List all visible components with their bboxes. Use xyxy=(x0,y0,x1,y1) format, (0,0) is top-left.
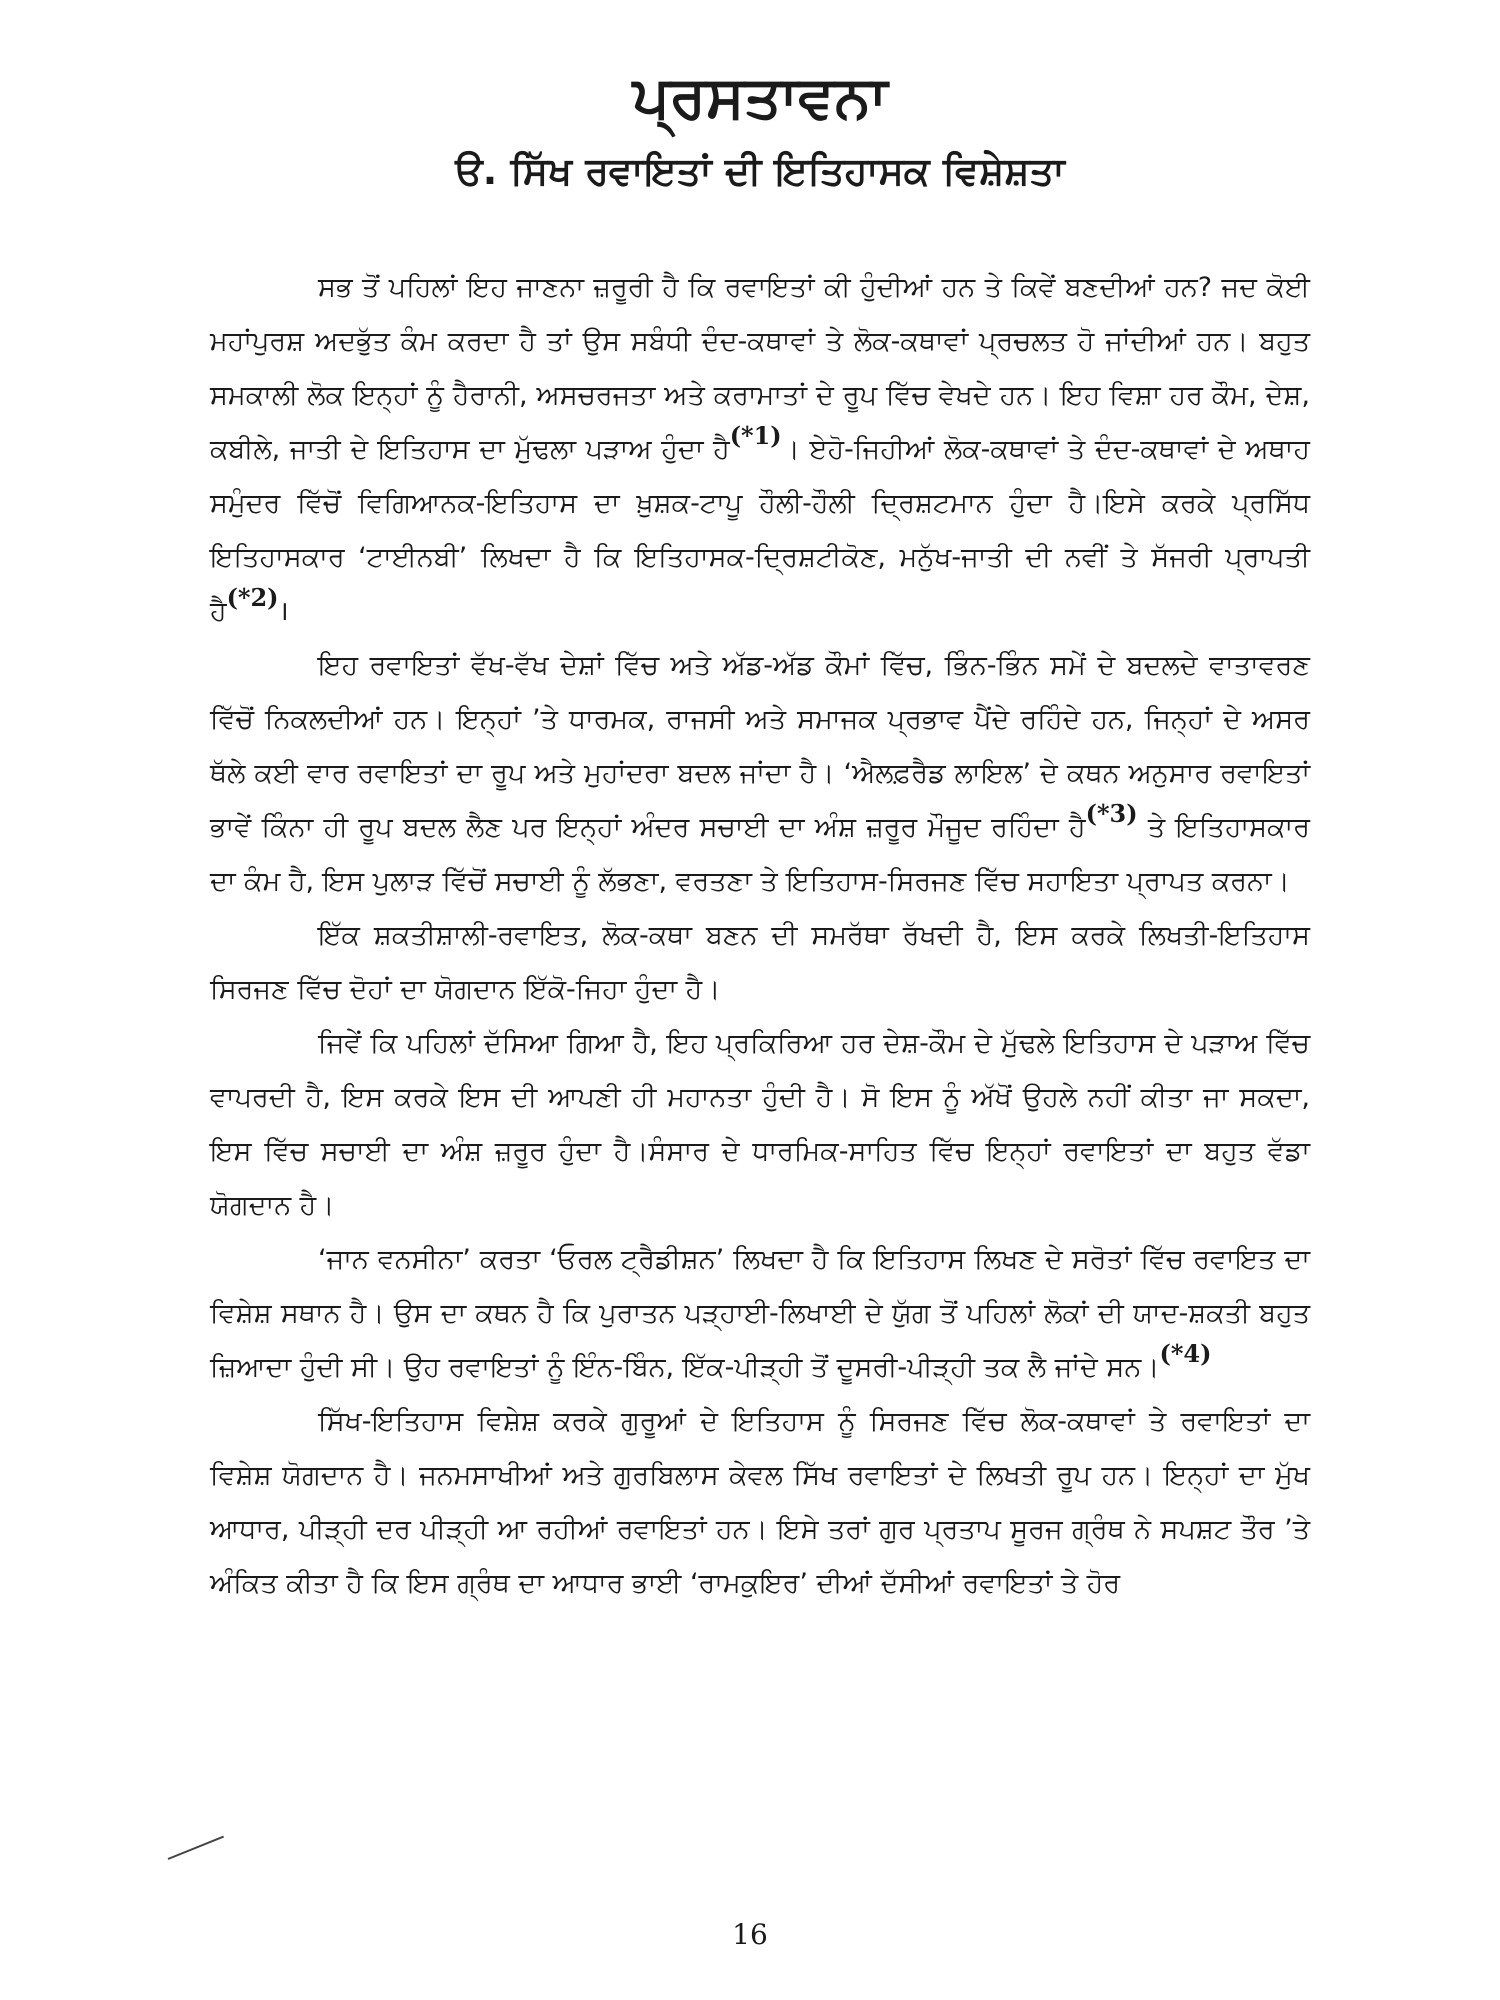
paragraph-6 xyxy=(210,1395,1310,1611)
paragraph-3 xyxy=(210,909,1310,1017)
footnote-ref-4: (*4) xyxy=(1159,1338,1212,1368)
paragraph-text: ਸਭ ਤੋਂ ਪਹਿਲਾਂ ਇਹ ਜਾਣਨਾ ਜ਼ਰੂਰੀ ਹੈ ਕਿ ਰਵਾਇਤਾਂ ਕੀ ਹੁੰਦੀਆਂ ਹਨ ਤੇ ਕਿਵੇਂ ਬਣਦੀਆਂ ਹਨ? ਜਦ ਕੋਈ ਮਹਾਂਪੁਰਸ਼ ਅਦਭੁੱਤ ਕੰਮ ਕਰਦਾ ਹੈ ਤਾਂ ਉਸ ਸਬੰਧੀ ਦੰਦ-ਕਥਾਵਾਂ ਤੇ ਲੋਕ-ਕਥਾਵਾਂ ਪ੍ਰਚਲਤ ਹੋ ਜਾਂਦੀਆਂ ਹਨ। ਬਹੁਤ ਸਮਕਾਲੀ ਲੋਕ ਇਨ੍ਹਾਂ ਨੂੰ ਹੈਰਾਨੀ, ਅਸਚਰਜਤਾ ਅਤੇ ਕਰਾਮਾਤਾਂ ਦੇ ਰੂਪ ਵਿੱਚ ਵੇਖਦੇ ਹਨ। ਇਹ ਵਿਸ਼ਾ ਹਰ ਕੌਮ, ਦੇਸ਼, ਕਬੀਲੇ, ਜਾਤੀ ਦੇ ਇਤਿਹਾਸ ਦਾ ਮੁੱਢਲਾ ਪੜਾਅ ਹੁੰਦਾ ਹੈ xyxy=(210,271,1310,465)
paragraph-text: । xyxy=(278,595,289,627)
footnote-ref-2: (*2) xyxy=(226,582,279,612)
page-title: ਪ੍ਰਸਤਾਵਨਾ xyxy=(632,63,888,131)
paragraph-4 xyxy=(210,1017,1310,1233)
body-text xyxy=(210,261,1310,1611)
paragraph-text: ਜਿਵੇਂ ਕਿ ਪਹਿਲਾਂ ਦੱਸਿਆ ਗਿਆ ਹੈ, ਇਹ ਪ੍ਰਕਿਰਿਆ ਹਰ ਦੇਸ਼-ਕੌਮ ਦੇ ਮੁੱਢਲੇ ਇਤਿਹਾਸ ਦੇ ਪੜਾਅ ਵਿੱਚ ਵਾਪਰਦੀ ਹੈ, ਇਸ ਕਰਕੇ ਇਸ ਦੀ ਆਪਣੀ ਹੀ ਮਹਾਨਤਾ ਹੁੰਦੀ ਹੈ। ਸੋ ਇਸ ਨੂੰ ਅੱਖੋਂ ਉਹਲੇ ਨਹੀਂ ਕੀਤਾ ਜਾ ਸਕਦਾ, ਇਸ ਵਿੱਚ ਸਚਾਈ ਦਾ ਅੰਸ਼ ਜ਼ਰੂਰ ਹੁੰਦਾ ਹੈ।ਸੰਸਾਰ ਦੇ ਧਾਰਮਿਕ-ਸਾਹਿਤ ਵਿੱਚ ਇਨ੍ਹਾਂ ਰਵਾਇਤਾਂ ਦਾ ਬਹੁਤ ਵੱਡਾ ਯੋਗਦਾਨ ਹੈ। xyxy=(210,1027,1310,1221)
pen-mark xyxy=(168,1836,224,1860)
footnote-ref-3: (*3) xyxy=(1085,798,1138,828)
paragraph-text: ਇਹ ਰਵਾਇਤਾਂ ਵੱਖ-ਵੱਖ ਦੇਸ਼ਾਂ ਵਿੱਚ ਅਤੇ ਅੱਡ-ਅੱਡ ਕੌਮਾਂ ਵਿੱਚ, ਭਿੰਨ-ਭਿੰਨ ਸਮੇਂ ਦੇ ਬਦਲਦੇ ਵਾਤਾਵਰਣ ਵਿੱਚੋਂ ਨਿਕਲਦੀਆਂ ਹਨ। ਇਨ੍ਹਾਂ ’ਤੇ ਧਾਰਮਕ, ਰਾਜਸੀ ਅਤੇ ਸਮਾਜਕ ਪ੍ਰਭਾਵ ਪੈਂਦੇ ਰਹਿੰਦੇ ਹਨ, ਜਿਨ੍ਹਾਂ ਦੇ ਅਸਰ ਥੱਲੇ ਕਈ ਵਾਰ ਰਵਾਇਤਾਂ ਦਾ ਰੂਪ ਅਤੇ ਮੁਹਾਂਦਰਾ ਬਦਲ ਜਾਂਦਾ ਹੈ। ‘ਐਲਫ਼ਰੈਡ ਲਾਇਲ’ ਦੇ ਕਥਨ ਅਨੁਸਾਰ ਰਵਾਇਤਾਂ ਭਾਵੇਂ ਕਿੰਨਾ ਹੀ ਰੂਪ ਬਦਲ ਲੈਣ ਪਰ ਇਨ੍ਹਾਂ ਅੰਦਰ ਸਚਾਈ ਦਾ ਅੰਸ਼ ਜ਼ਰੂਰ ਮੌਜੂਦ ਰਹਿੰਦਾ ਹੈ xyxy=(210,649,1310,843)
section-subtitle: ੳ. ਸਿੱਖ ਰਵਾਇਤਾਂ ਦੀ ਇਤਿਹਾਸਕ ਵਿਸ਼ੇਸ਼ਤਾ xyxy=(455,149,1065,194)
page-number: 16 xyxy=(732,1918,768,1951)
footnote-ref-1: (*1) xyxy=(729,420,782,450)
paragraph-5 xyxy=(210,1233,1310,1395)
paragraph-text: ਸਿੱਖ-ਇਤਿਹਾਸ ਵਿਸ਼ੇਸ਼ ਕਰਕੇ ਗੁਰੂਆਂ ਦੇ ਇਤਿਹਾਸ ਨੂੰ ਸਿਰਜਣ ਵਿੱਚ ਲੋਕ-ਕਥਾਵਾਂ ਤੇ ਰਵਾਇਤਾਂ ਦਾ ਵਿਸ਼ੇਸ਼ ਯੋਗਦਾਨ ਹੈ। ਜਨਮਸਾਖੀਆਂ ਅਤੇ ਗੁਰਬਿਲਾਸ ਕੇਵਲ ਸਿੱਖ ਰਵਾਇਤਾਂ ਦੇ ਲਿਖਤੀ ਰੂਪ ਹਨ। ਇਨ੍ਹਾਂ ਦਾ ਮੁੱਖ ਆਧਾਰ, ਪੀੜ੍ਹੀ ਦਰ ਪੀੜ੍ਹੀ ਆ ਰਹੀਆਂ ਰਵਾਇਤਾਂ ਹਨ। ਇਸੇ ਤਰਾਂ ਗੁਰ ਪ੍ਰਤਾਪ ਸੂਰਜ ਗ੍ਰੰਥ ਨੇ ਸਪਸ਼ਟ ਤੌਰ ’ਤੇ ਅੰਕਿਤ ਕੀਤਾ ਹੈ ਕਿ ਇਸ ਗ੍ਰੰਥ ਦਾ ਆਧਾਰ ਭਾਈ ‘ਰਾਮਕੁਇਰ’ ਦੀਆਂ ਦੱਸੀਆਂ ਰਵਾਇਤਾਂ ਤੇ ਹੋਰ xyxy=(210,1405,1310,1599)
paragraph-text: ਤੇ ਇਤਿਹਾਸਕਾਰ ਦਾ ਕੰਮ ਹੈ, ਇਸ ਪੁਲਾੜ ਵਿੱਚੋਂ ਸਚਾਈ ਨੂੰ ਲੱਭਣਾ, ਵਰਤਣਾ ਤੇ ਇਤਿਹਾਸ-ਸਿਰਜਣ ਵਿੱਚ ਸਹਾਇਤਾ ਪ੍ਰਾਪਤ ਕਰਨਾ। xyxy=(210,811,1310,897)
paragraph-text: ਇੱਕ ਸ਼ਕਤੀਸ਼ਾਲੀ-ਰਵਾਇਤ, ਲੋਕ-ਕਥਾ ਬਣਨ ਦੀ ਸਮਰੱਥਾ ਰੱਖਦੀ ਹੈ, ਇਸ ਕਰਕੇ ਲਿਖਤੀ-ਇਤਿਹਾਸ ਸਿਰਜਣ ਵਿੱਚ ਦੋਹਾਂ ਦਾ ਯੋਗਦਾਨ ਇੱਕੋ-ਜਿਹਾ ਹੁੰਦਾ ਹੈ। xyxy=(210,919,1310,1005)
paragraph-2 xyxy=(210,639,1310,909)
paragraph-1 xyxy=(210,261,1310,639)
paragraph-text: । ਏਹੋ-ਜਿਹੀਆਂ ਲੋਕ-ਕਥਾਵਾਂ ਤੇ ਦੰਦ-ਕਥਾਵਾਂ ਦੇ ਅਥਾਹ ਸਮੁੰਦਰ ਵਿੱਚੋਂ ਵਿਗਿਆਨਕ-ਇਤਿਹਾਸ ਦਾ ਖ਼ੁਸ਼ਕ-ਟਾਪੂ ਹੌਲੀ-ਹੌਲੀ ਦ੍ਰਿਸ਼ਟਮਾਨ ਹੁੰਦਾ ਹੈ।ਇਸੇ ਕਰਕੇ ਪ੍ਰਸਿੱਧ ਇਤਿਹਾਸਕਾਰ ‘ਟਾਈਨਬੀ’ ਲਿਖਦਾ ਹੈ ਕਿ ਇਤਿਹਾਸਕ-ਦ੍ਰਿਸ਼ਟੀਕੋਣ, ਮਨੁੱਖ-ਜਾਤੀ ਦੀ ਨਵੀਂ ਤੇ ਸੱਜਰੀ ਪ੍ਰਾਪਤੀ ਹੈ xyxy=(210,433,1310,627)
paragraph-text: ‘ਜਾਨ ਵਨਸੀਨਾ’ ਕਰਤਾ ‘ਓਰਲ ਟ੍ਰੈਡੀਸ਼ਨ’ ਲਿਖਦਾ ਹੈ ਕਿ ਇਤਿਹਾਸ ਲਿਖਣ ਦੇ ਸਰੋਤਾਂ ਵਿੱਚ ਰਵਾਇਤ ਦਾ ਵਿਸ਼ੇਸ਼ ਸਥਾਨ ਹੈ। ਉਸ ਦਾ ਕਥਨ ਹੈ ਕਿ ਪੁਰਾਤਨ ਪੜ੍ਹਾਈ-ਲਿਖਾਈ ਦੇ ਯੁੱਗ ਤੋਂ ਪਹਿਲਾਂ ਲੋਕਾਂ ਦੀ ਯਾਦ-ਸ਼ਕਤੀ ਬਹੁਤ ਜ਼ਿਆਦਾ ਹੁੰਦੀ ਸੀ। ਉਹ ਰਵਾਇਤਾਂ ਨੂੰ ਇੰਨ-ਬਿੰਨ, ਇੱਕ-ਪੀੜ੍ਹੀ ਤੋਂ ਦੂਸਰੀ-ਪੀੜ੍ਹੀ ਤਕ ਲੈ ਜਾਂਦੇ ਸਨ। xyxy=(210,1243,1310,1383)
